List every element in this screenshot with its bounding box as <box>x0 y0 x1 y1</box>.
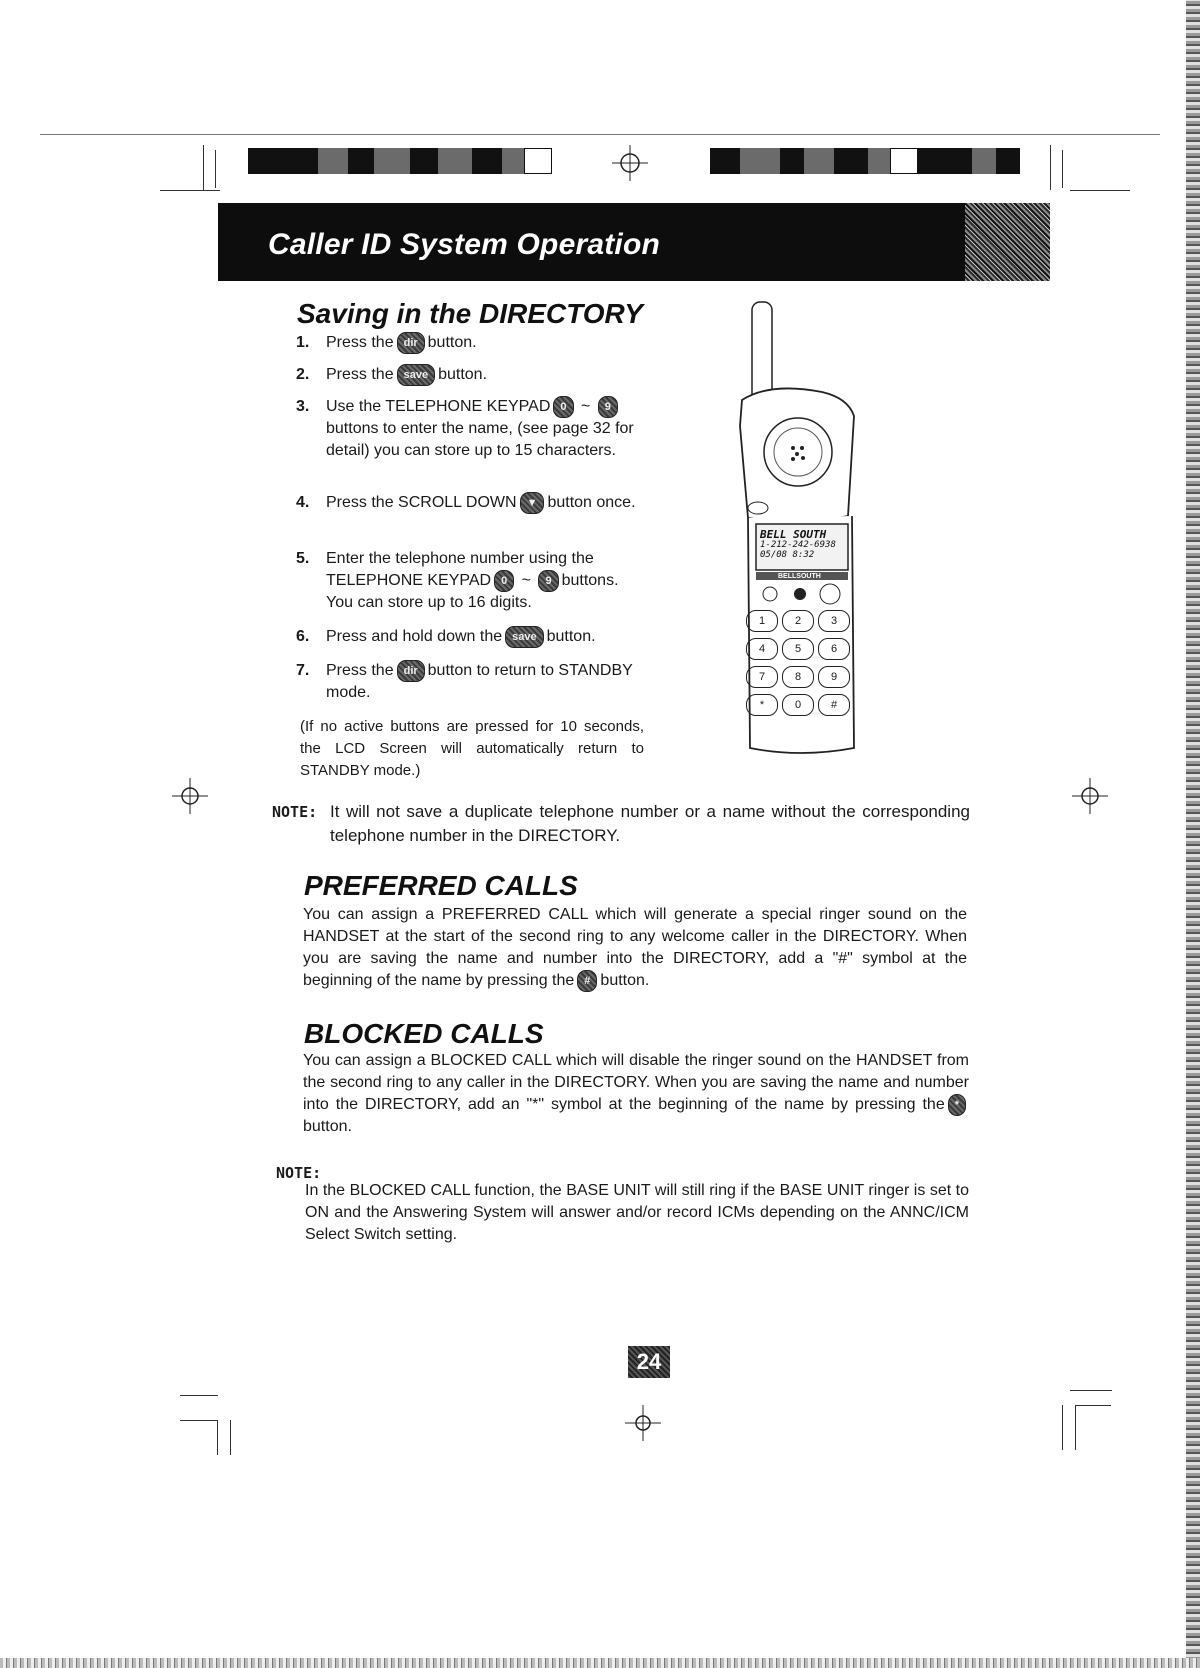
antenna <box>752 302 772 402</box>
step-number: 2. <box>296 366 310 383</box>
step-number: 1. <box>296 334 310 351</box>
preferred-text <box>303 904 967 992</box>
key: 3 <box>818 610 850 632</box>
handset-brand: BELLSOUTH <box>778 573 821 580</box>
key: 7 <box>746 666 778 688</box>
step-number: 3. <box>296 398 310 415</box>
crop-mark <box>1070 190 1130 191</box>
timeout-note: (If no active buttons are pressed for 10 seconds, the LCD Screen will automatically return to STANDBY mode.) <box>300 718 644 779</box>
key: 8 <box>782 666 814 688</box>
note-text: In the BLOCKED CALL function, the BASE UNIT will still ring if the BASE UNIT ringer is set to ON and the Answering System will answer and/or record ICMs depending on the ANNC/ICM Select Switch setting. <box>305 1182 969 1243</box>
step-text: buttons. You can store up to 16 digits. <box>326 572 619 612</box>
note-label: NOTE: <box>272 803 318 821</box>
step-text: button. <box>427 334 477 352</box>
handset-keypad <box>746 610 856 716</box>
crop-mark <box>1075 1405 1111 1406</box>
section-title-directory: Saving in the DIRECTORY <box>297 298 643 329</box>
registration-target-top <box>612 145 648 181</box>
page-title: Caller ID System Operation <box>268 228 660 261</box>
step-number: 5. <box>296 550 310 567</box>
step-text: ~ <box>521 572 532 590</box>
lcd-content <box>760 530 844 560</box>
step-text: Enter the telephone number using the TELEPHONE KEYPAD <box>326 550 594 590</box>
blocked-text-end: button. <box>303 1118 352 1136</box>
key: 6 <box>818 638 850 660</box>
step-number: 7. <box>296 662 310 679</box>
step-text: Use the TELEPHONE KEYPAD <box>326 398 551 416</box>
registration-bar-right <box>710 148 1020 174</box>
key: # <box>818 694 850 716</box>
keypad-0-icon: 0 <box>553 396 573 418</box>
crop-mark <box>1062 150 1063 188</box>
crop-mark <box>1050 145 1051 190</box>
crop-mark <box>215 150 216 188</box>
crop-mark <box>160 190 220 191</box>
key: 2 <box>782 610 814 632</box>
blocked-text <box>303 1050 969 1138</box>
keypad-9-icon: 9 <box>538 570 558 592</box>
section-title-blocked: BLOCKED CALLS <box>304 1018 544 1049</box>
step-text: Press the <box>326 334 394 352</box>
star-button-icon: * <box>948 1094 966 1116</box>
crop-mark <box>1062 1405 1063 1450</box>
step-text: Press and hold down the <box>326 628 503 646</box>
keypad-0-icon: 0 <box>494 570 514 592</box>
key: 0 <box>782 694 814 716</box>
crop-mark <box>230 1420 231 1455</box>
lcd-number: 1-212-242-6938 <box>760 540 836 550</box>
crop-mark <box>180 1420 218 1421</box>
pound-button-icon: # <box>577 970 597 992</box>
note-text: It will not save a duplicate telephone number or a name without the corresponding telephone number in the DIRECTORY. <box>330 802 970 845</box>
key: 4 <box>746 638 778 660</box>
step-text: Press the <box>326 366 394 384</box>
header-texture <box>965 203 1050 281</box>
preferred-text-body: You can assign a PREFERRED CALL which will generate a special ringer sound on the HANDSET at the start of the second ring to any welcome caller in the DIRECTORY. When you are saving the name and number into the DIRECTORY, add a "#" symbol at the beginning of the name by pressing the <box>303 906 967 990</box>
step-text: button. <box>546 628 596 646</box>
registration-target-left <box>172 778 208 814</box>
top-trim-line <box>40 134 1160 135</box>
step-text: ~ <box>580 398 591 416</box>
save-button-icon: save <box>397 364 435 386</box>
blocked-text-body: You can assign a BLOCKED CALL which will disable the ringer sound on the HANDSET from the second ring to any caller in the DIRECTORY. When you are saving the name and number into the DIRECTORY, add an "*" symbol at the beginning of the name by pressing the <box>303 1052 969 1114</box>
step-text: button. <box>438 366 488 384</box>
dir-button-icon: dir <box>397 332 425 354</box>
scan-edge-texture <box>1186 0 1200 1668</box>
preferred-text-end: button. <box>600 972 650 990</box>
save-button-icon: save <box>505 626 543 648</box>
step-text: button once. <box>547 494 636 512</box>
key: 9 <box>818 666 850 688</box>
key: 1 <box>746 610 778 632</box>
scan-bottom-texture <box>0 1658 1200 1668</box>
step-text: Press the <box>326 662 394 680</box>
lcd-date: 05/08 8:32 <box>760 550 815 560</box>
registration-bar-left <box>248 148 558 174</box>
dir-button-icon: dir <box>397 660 425 682</box>
crop-mark <box>217 1420 218 1455</box>
registration-target-right <box>1072 778 1108 814</box>
crop-mark <box>1070 1390 1112 1391</box>
step-text: Press the SCROLL DOWN <box>326 494 517 512</box>
step-number: 4. <box>296 494 310 511</box>
step-text: button to return to STANDBY mode. <box>326 662 633 702</box>
key: 5 <box>782 638 814 660</box>
crop-mark <box>1075 1405 1076 1450</box>
page-number: 24 <box>628 1346 670 1378</box>
scroll-down-icon: ▼ <box>520 492 545 514</box>
keypad-9-icon: 9 <box>598 396 618 418</box>
note-label: NOTE: <box>276 1164 322 1182</box>
step-text: buttons to enter the name, (see page 32 for detail) you can store up to 15 characters. <box>326 420 634 460</box>
lcd-name: BELL SOUTH <box>760 530 827 541</box>
key: * <box>746 694 778 716</box>
crop-mark <box>203 145 204 190</box>
step-number: 6. <box>296 628 310 645</box>
crop-mark <box>180 1395 218 1396</box>
registration-target-bottom <box>625 1405 661 1441</box>
section-title-preferred: PREFERRED CALLS <box>304 870 578 901</box>
